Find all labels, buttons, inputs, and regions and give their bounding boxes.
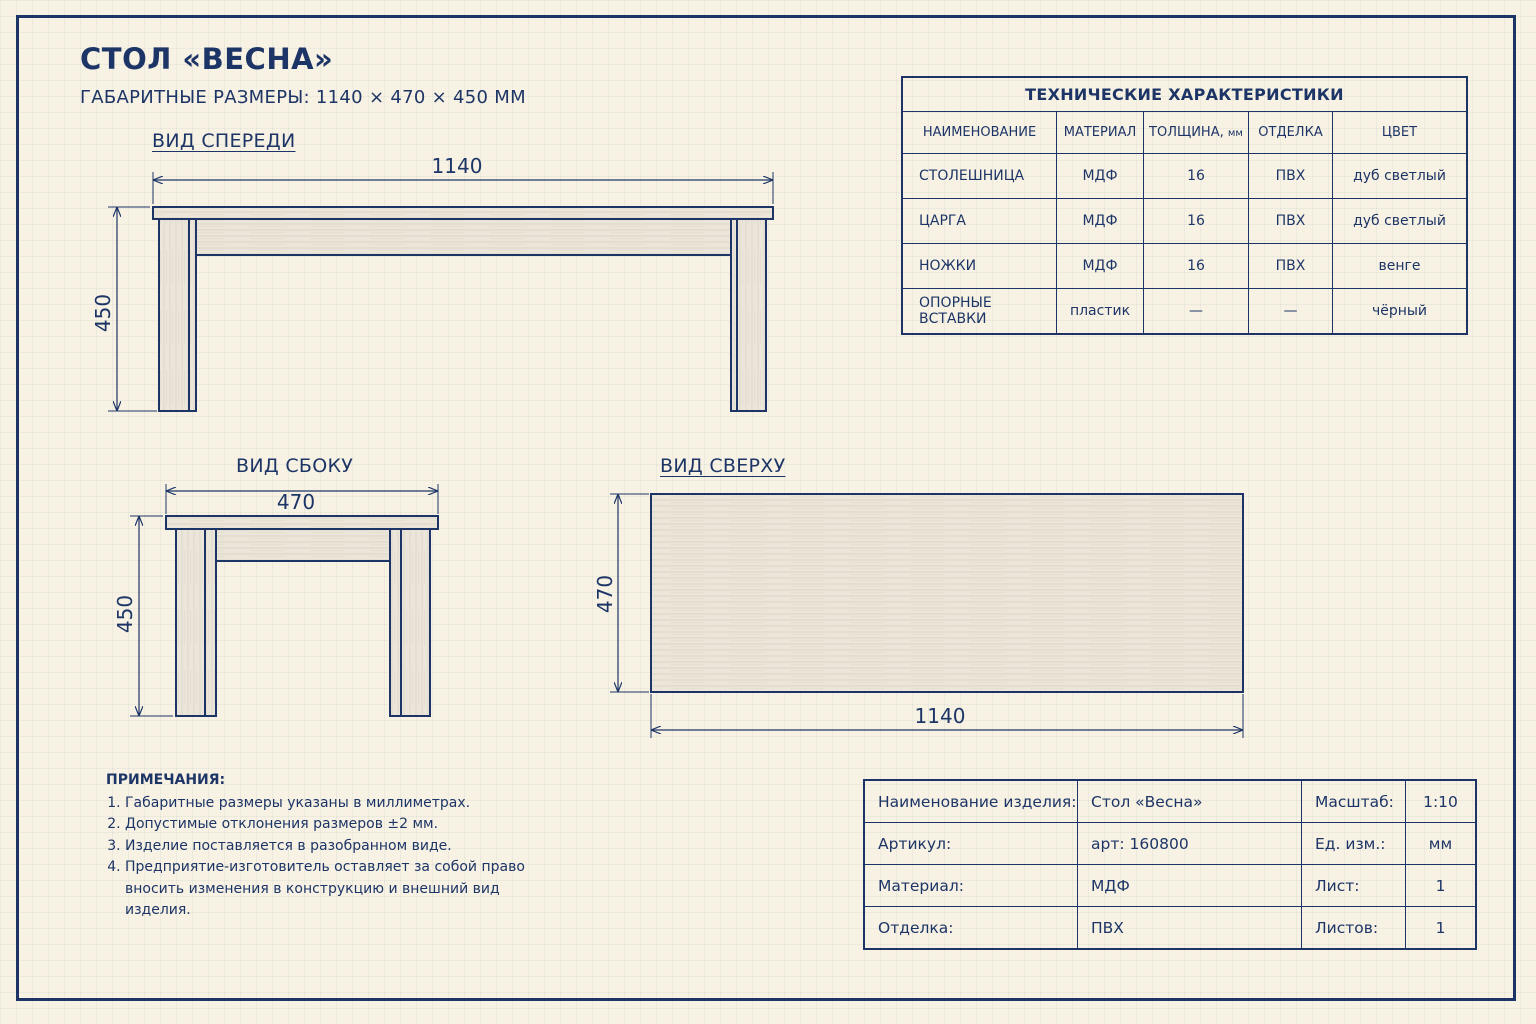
sheets-value: 1: [1406, 907, 1477, 950]
product-name-value: Стол «Весна»: [1078, 780, 1302, 823]
side-right-leg-back: [390, 529, 401, 716]
notes-list: [106, 793, 545, 922]
side-apron: [205, 529, 401, 561]
thickness-label: ТОЛЩИНА,: [1149, 125, 1224, 140]
side-width-label: 470: [276, 490, 316, 514]
top-tabletop: [651, 494, 1243, 692]
row-material: пластик: [1057, 289, 1144, 335]
top-view-label: ВИД СВЕРХУ: [660, 455, 786, 477]
scale-label: Масштаб:: [1302, 780, 1406, 823]
row-thickness: 16: [1144, 154, 1249, 199]
note-item: 1. Габаритные размеры указаны в миллиметрах.: [125, 793, 545, 815]
drawing-title: СТОЛ «ВЕСНА»: [80, 42, 334, 76]
column-header-thickness: [1144, 112, 1249, 154]
top-view: [610, 494, 1243, 738]
front-apron: [188, 219, 738, 255]
side-view-label: ВИД СБОКУ: [236, 455, 354, 477]
finish-value: ПВХ: [1078, 907, 1302, 950]
article-value: арт: 160800: [1078, 823, 1302, 865]
top-width-label: 1140: [914, 704, 966, 728]
note-item: 2. Допустимые отклонения размеров ±2 мм.: [125, 814, 545, 836]
front-left-leg-back: [189, 219, 196, 411]
side-left-leg-back: [205, 529, 216, 716]
table-row: [902, 244, 1467, 289]
row-name: НОЖКИ: [902, 244, 1057, 289]
notes-block: [106, 770, 545, 922]
column-header-color: ЦВЕТ: [1333, 112, 1468, 154]
unit-label: Ед. изм.:: [1302, 823, 1406, 865]
top-depth-label: 470: [593, 574, 617, 614]
unit-value: мм: [1406, 823, 1477, 865]
row-name: СТОЛЕШНИЦА: [902, 154, 1057, 199]
row-finish: ПВХ: [1249, 244, 1333, 289]
side-left-leg: [176, 529, 205, 716]
row-color: дуб светлый: [1333, 154, 1468, 199]
front-view: [108, 172, 773, 411]
specs-table: [901, 76, 1468, 335]
side-height-label: 450: [113, 594, 137, 634]
row-thickness: 16: [1144, 244, 1249, 289]
row-color: венге: [1333, 244, 1468, 289]
overall-dimensions: ГАБАРИТНЫЕ РАЗМЕРЫ: 1140 × 470 × 450 ММ: [80, 87, 526, 108]
table-row: [902, 199, 1467, 244]
row-name: ЦАРГА: [902, 199, 1057, 244]
column-header-finish: ОТДЕЛКА: [1249, 112, 1333, 154]
finish-label: Отделка:: [864, 907, 1078, 950]
front-view-label: ВИД СПЕРЕДИ: [152, 130, 296, 152]
row-color: чёрный: [1333, 289, 1468, 335]
side-right-leg: [401, 529, 430, 716]
row-name: ОПОРНЫЕ ВСТАВКИ: [902, 289, 1057, 335]
front-tabletop: [153, 207, 773, 219]
row-material: МДФ: [1057, 199, 1144, 244]
specs-header-row: [902, 112, 1467, 154]
front-left-leg: [159, 219, 189, 411]
front-width-label: 1140: [431, 154, 483, 178]
sheets-label: Листов:: [1302, 907, 1406, 950]
row-color: дуб светлый: [1333, 199, 1468, 244]
specs-table-title: ТЕХНИЧЕСКИЕ ХАРАКТЕРИСТИКИ: [902, 77, 1467, 112]
front-right-leg: [737, 219, 766, 411]
scale-value: 1:10: [1406, 780, 1477, 823]
column-header-name: НАИМЕНОВАНИЕ: [902, 112, 1057, 154]
row-thickness: —: [1144, 289, 1249, 335]
material-value: МДФ: [1078, 865, 1302, 907]
table-row: [902, 154, 1467, 199]
table-row: [902, 289, 1467, 335]
sheet-value: 1: [1406, 865, 1477, 907]
row-thickness: 16: [1144, 199, 1249, 244]
row-finish: ПВХ: [1249, 154, 1333, 199]
column-header-material: МАТЕРИАЛ: [1057, 112, 1144, 154]
article-label: Артикул:: [864, 823, 1078, 865]
note-item: 4. Предприятие-изготовитель оставляет за собой право вносить изменения в конструкцию и внешний вид изделия.: [125, 857, 545, 922]
thickness-unit: мм: [1227, 128, 1243, 139]
front-height-label: 450: [91, 293, 115, 333]
side-tabletop: [166, 516, 438, 529]
row-material: МДФ: [1057, 154, 1144, 199]
row-material: МДФ: [1057, 244, 1144, 289]
side-view: [130, 484, 438, 716]
material-label: Материал:: [864, 865, 1078, 907]
notes-heading: ПРИМЕЧАНИЯ:: [106, 772, 226, 788]
title-block: [863, 779, 1477, 950]
product-name-label: Наименование изделия:: [864, 780, 1078, 823]
row-finish: ПВХ: [1249, 199, 1333, 244]
sheet-label: Лист:: [1302, 865, 1406, 907]
note-item: 3. Изделие поставляется в разобранном виде.: [125, 836, 545, 858]
row-finish: —: [1249, 289, 1333, 335]
